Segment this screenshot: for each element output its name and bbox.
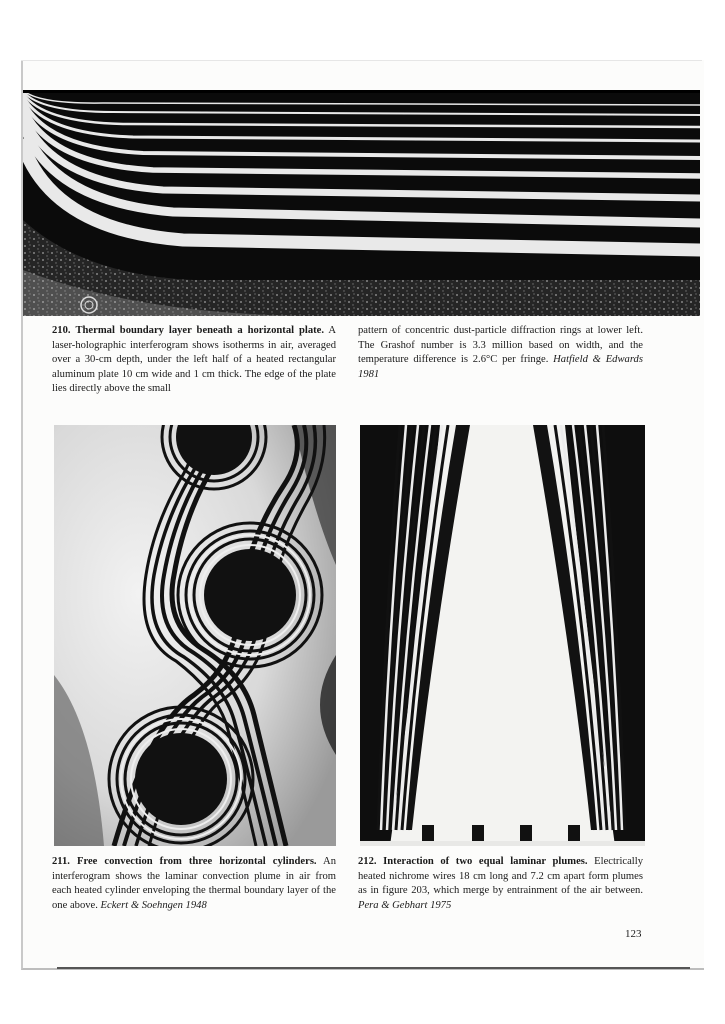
figure-210-image [23,90,700,316]
figure-210-text-col1: A laser-holographic interferogram shows isotherms in air, averaged over a 30-cm depth, under the left half of a heated rectangular aluminum plate 10 cm wide and 1 cm thick. The edge of the plate lies directly above the small [52,325,336,395]
figure-212-text: Electrically heated nichrome wires 18 cm long and 7.2 cm apart form plumes as in figure 203, which merge by entrainment of the air between. [358,856,643,897]
figure-210-citation: Hatfield & Edwards 1981 [358,354,643,380]
page-top-edge [21,60,702,61]
figure-211-caption [52,855,336,913]
figure-211-citation: Eckert & Soehngen 1948 [100,899,207,911]
figure-211-number: 211. [52,856,70,867]
figure-210-title: Thermal boundary layer beneath a horizontal plate. [75,325,324,336]
figure-210-number: 210. [52,325,71,336]
figure-212-citation: Pera & Gebhart 1975 [358,899,452,911]
figure-211-text: An interferogram shows the laminar convection plume in air from each heated cylinder enveloping the thermal boundary layer of the one above. [52,856,336,911]
figure-212-title: Interaction of two equal laminar plumes. [383,856,588,867]
figure-212-caption [358,855,643,913]
figure-212-number: 212. [358,856,377,867]
page-number: 123 [625,928,642,940]
page-bottom-rule [57,967,690,969]
figure-211-title: Free convection from three horizontal cylinders. [77,856,317,867]
figure-210-caption-col2 [358,324,643,382]
figure-210-caption-col1 [52,324,336,397]
figure-211-image [54,425,336,846]
figure-212-image [360,425,645,846]
figure-210-text-col2: pattern of concentric dust-particle diffraction rings at lower left. The Grashof number is 3.3 million based on width, and the temperature difference is 2.6°C per fringe. [358,325,643,366]
